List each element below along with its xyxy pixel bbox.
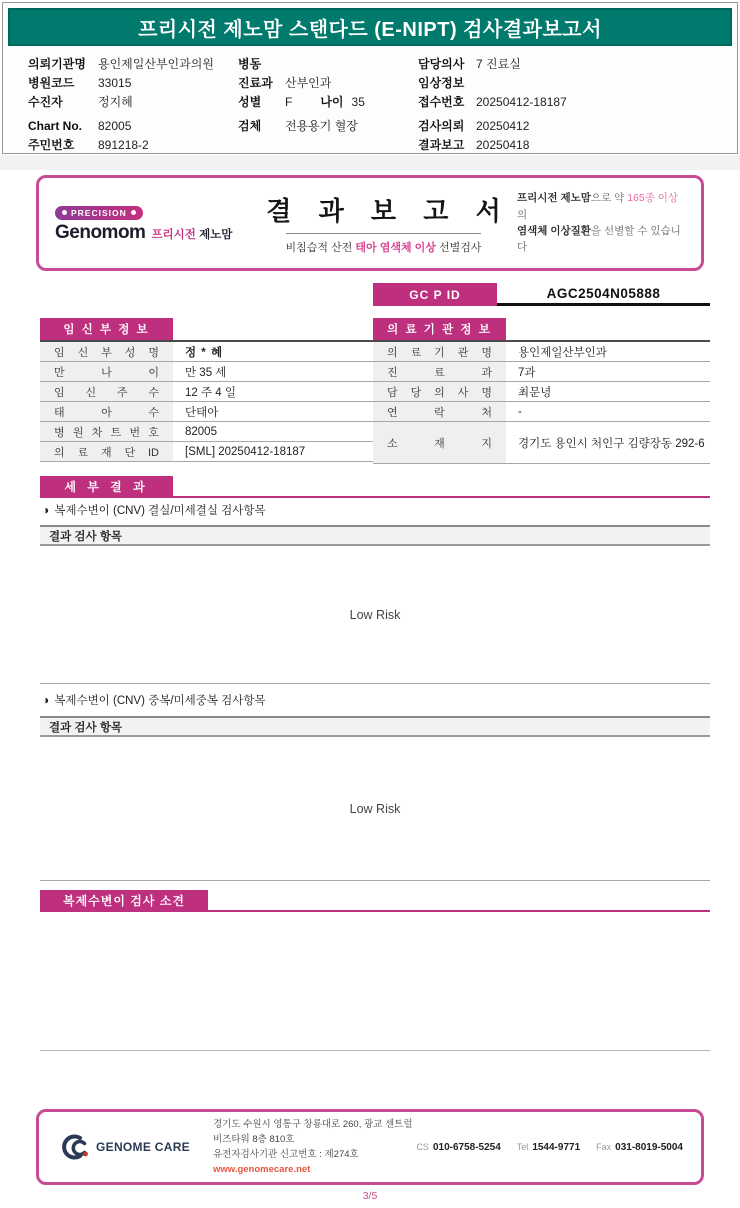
- field-value: 정지혜: [98, 95, 133, 109]
- patient-info-col3: [418, 54, 718, 154]
- row-label: 의 료 재 단 ID: [40, 442, 173, 461]
- row-value: 단태아: [185, 406, 219, 419]
- half-circle-bullet-icon: ◑: [42, 503, 50, 517]
- field-label: 결과보고: [418, 138, 465, 152]
- contact-label: Fax: [596, 1141, 612, 1152]
- table-row: [40, 362, 373, 382]
- footer-website: www.genomecare.net: [213, 1164, 311, 1176]
- logo-kr-dark: 제노맘: [199, 229, 233, 241]
- page-number: 3/5: [362, 1190, 378, 1202]
- details-section-header: [40, 476, 710, 498]
- field-requesting-org: [28, 54, 233, 73]
- tagline-end: 의: [517, 208, 528, 221]
- emr-header-panel: [2, 2, 738, 154]
- field-order-date: [418, 116, 718, 135]
- row-label: 의 료 기 관 명: [373, 342, 506, 361]
- risk-status: Low Risk: [349, 607, 401, 622]
- cnv-duplication-heading: [42, 693, 710, 709]
- field-label: 검사의뢰: [418, 119, 465, 133]
- result-report-document: [30, 170, 710, 1202]
- field-label: Chart No.: [28, 118, 82, 133]
- document-footer-box: [36, 1109, 704, 1185]
- table-row: [40, 382, 373, 402]
- footer-contacts: [416, 1142, 683, 1153]
- row-value: 경기도 용인시 처인구 김량장동 292-6: [518, 437, 705, 450]
- field-value: 20250418: [476, 137, 530, 152]
- field-label: 검체: [238, 119, 262, 133]
- table-row: [373, 382, 710, 402]
- row-value: 12 주 4 일: [185, 386, 236, 399]
- field-label: 주민번호: [28, 138, 75, 152]
- field-receipt-no: [418, 92, 718, 111]
- row-value: -: [518, 405, 522, 418]
- row-value: [SML] 20250412-18187: [185, 445, 306, 458]
- field-chart-no: [28, 116, 233, 135]
- table-row: [40, 422, 373, 442]
- findings-section-title: 복제수변이 검사 소견: [40, 890, 208, 910]
- gcpid-label: GC P ID: [373, 283, 497, 306]
- field-label: 진료과: [238, 76, 273, 90]
- table-row: [373, 342, 710, 362]
- contact-cs: [416, 1142, 500, 1153]
- field-ward: [238, 54, 416, 73]
- badge-dot-icon: [62, 210, 67, 215]
- document-title-block: [250, 191, 517, 255]
- info-tables: [40, 318, 710, 464]
- field-label: 의뢰기관명: [28, 57, 86, 71]
- table-row: [40, 442, 373, 462]
- tagline-line2: [517, 223, 685, 256]
- field-value: 33015: [98, 75, 132, 90]
- brand-tagline: [517, 190, 685, 255]
- field-value: 20250412-18187: [476, 94, 567, 109]
- table-row: [373, 362, 710, 382]
- row-value: 7과: [518, 366, 536, 379]
- cnv-duplication-result-area: [40, 737, 710, 881]
- row-label: 임 신 부 성 명: [40, 342, 173, 361]
- field-label: 수진자: [28, 95, 63, 109]
- cnv-deletion-result-area: [40, 546, 710, 684]
- field-patient-name: [28, 92, 233, 111]
- report-title-bar: [8, 8, 732, 46]
- badge-dot-icon: [131, 210, 136, 215]
- gcpid-value: AGC2504N05888: [497, 283, 710, 306]
- field-value: 산부인과: [285, 76, 332, 90]
- row-value: 용인제일산부인과: [518, 346, 607, 359]
- panel-document-divider: [0, 155, 740, 170]
- patient-info-col2: [238, 54, 416, 135]
- contact-value: 031-8019-5004: [615, 1141, 683, 1153]
- table-row: [373, 402, 710, 422]
- row-label: 병 원 차 트 번 호: [40, 422, 173, 441]
- precision-badge-label: PRECISION: [71, 207, 127, 218]
- logo-kr-pink: 프리시전: [151, 229, 196, 241]
- report-title: 프리시전 제노맘 스탠다드 (E-NIPT) 검사결과보고서: [138, 18, 602, 41]
- field-value: 전용용기 혈장: [285, 119, 358, 133]
- tagline-pink: 165종 이상: [627, 192, 679, 205]
- cnv-deletion-heading-text: 복제수변이 (CNV) 결실/미세결실 검사항목: [54, 505, 266, 517]
- tagline-bold: 프리시전 제노맘: [517, 192, 591, 205]
- row-value: 정 * 혜: [185, 346, 224, 359]
- field-label-age: 나이: [320, 95, 344, 109]
- subtitle-highlight: 태아 염색체 이상: [355, 242, 436, 254]
- patient-info-col1: [28, 54, 233, 154]
- patient-info-panel: [3, 46, 737, 150]
- title-divider: [286, 233, 481, 234]
- field-hospital-code: [28, 73, 233, 92]
- field-department: [238, 73, 416, 92]
- field-value: 891218-2: [98, 137, 149, 152]
- genomom-logo-text: Genomom: [55, 222, 146, 243]
- footer-address: [209, 1117, 416, 1178]
- tagline-mid: 으로 약: [590, 192, 628, 205]
- table-row: [40, 342, 373, 362]
- contact-label: Tel: [516, 1141, 529, 1152]
- findings-empty-area: [40, 912, 710, 1051]
- field-value: 7 진료실: [476, 57, 521, 71]
- row-value: 최문녕: [518, 386, 552, 399]
- details-section-title: 세 부 결 과: [40, 476, 173, 496]
- field-sex-age: [238, 92, 416, 111]
- genome-care-brand: [57, 1132, 209, 1162]
- row-label: 진 료 과: [373, 362, 506, 381]
- row-label: 태 아 수: [40, 402, 173, 421]
- row-value: 만 35 세: [185, 366, 227, 379]
- result-items-header: 결과 검사 항목: [40, 525, 710, 546]
- risk-status: Low Risk: [349, 801, 401, 816]
- contact-fax: [596, 1142, 683, 1153]
- mother-info-table: [40, 318, 373, 464]
- address-line1: 경기도 수원시 영통구 창룡대로 260, 광교 센트럴비즈타워 8층 810호: [213, 1118, 413, 1145]
- field-label: 담당의사: [418, 57, 465, 71]
- cnv-deletion-heading: [42, 503, 710, 519]
- field-label: 접수번호: [418, 95, 465, 109]
- field-report-date: [418, 135, 718, 154]
- cnv-duplication-heading-text: 복제수변이 (CNV) 중복/미세중복 검사항목: [54, 695, 266, 707]
- half-circle-bullet-icon: ◑: [42, 693, 50, 707]
- subtitle-post: 선별검사: [435, 242, 482, 254]
- contact-value: 1544-9771: [532, 1141, 581, 1153]
- table-row: [40, 402, 373, 422]
- row-label: 소 재 지: [373, 422, 506, 463]
- result-items-header: 결과 검사 항목: [40, 716, 710, 737]
- row-value: 82005: [185, 425, 217, 438]
- precision-badge: [55, 206, 143, 220]
- field-value: 용인제일산부인과의원: [98, 57, 214, 71]
- table-row: [373, 422, 710, 464]
- document-header-box: [36, 175, 704, 271]
- document-title: 결 과 보 고 서: [266, 196, 511, 226]
- row-label: 임 신 주 수: [40, 382, 173, 401]
- subtitle-pre: 비침습적 산전: [285, 242, 356, 254]
- field-value: F: [285, 94, 293, 109]
- contact-value: 010-6758-5254: [432, 1141, 501, 1153]
- gcpid-row: [373, 283, 710, 306]
- findings-section-header: [40, 890, 710, 912]
- field-doctor: [418, 54, 718, 73]
- contact-label: CS: [416, 1141, 429, 1152]
- field-label: 성별: [238, 95, 262, 109]
- document-subtitle: [250, 239, 517, 255]
- field-value: 82005: [98, 118, 132, 133]
- clinic-info-table: [373, 318, 710, 464]
- clinic-table-title: 의 료 기 관 정 보: [373, 318, 506, 340]
- field-resident-id: [28, 135, 233, 154]
- tagline-bold2: 염색체 이상질환: [517, 225, 591, 237]
- contact-tel: [517, 1142, 580, 1153]
- row-label: 담 당 의 사 명: [373, 382, 506, 401]
- tagline-rest2: 을 선별할 수 있습니다: [517, 225, 681, 254]
- field-value-age: 35: [351, 94, 365, 109]
- row-label: 연 락 처: [373, 402, 506, 421]
- genome-care-logo-text: GENOME CARE: [96, 1140, 190, 1154]
- field-clinical-info: [418, 73, 718, 92]
- genome-care-logo-icon: [57, 1132, 89, 1162]
- field-label: 임상정보: [418, 76, 465, 90]
- mother-table-title: 임 신 부 정 보: [40, 318, 173, 340]
- tagline-line1: [517, 190, 685, 223]
- field-specimen: [238, 116, 416, 135]
- field-label: 병원코드: [28, 76, 75, 90]
- field-value: 20250412: [476, 118, 530, 133]
- address-line2: 유전자검사기관 신고번호 : 제274호: [213, 1149, 359, 1160]
- field-label: 병동: [238, 57, 262, 71]
- genomom-brand: [55, 202, 250, 244]
- genomom-logo-korean: [151, 226, 232, 242]
- row-label: 만 나 이: [40, 362, 173, 381]
